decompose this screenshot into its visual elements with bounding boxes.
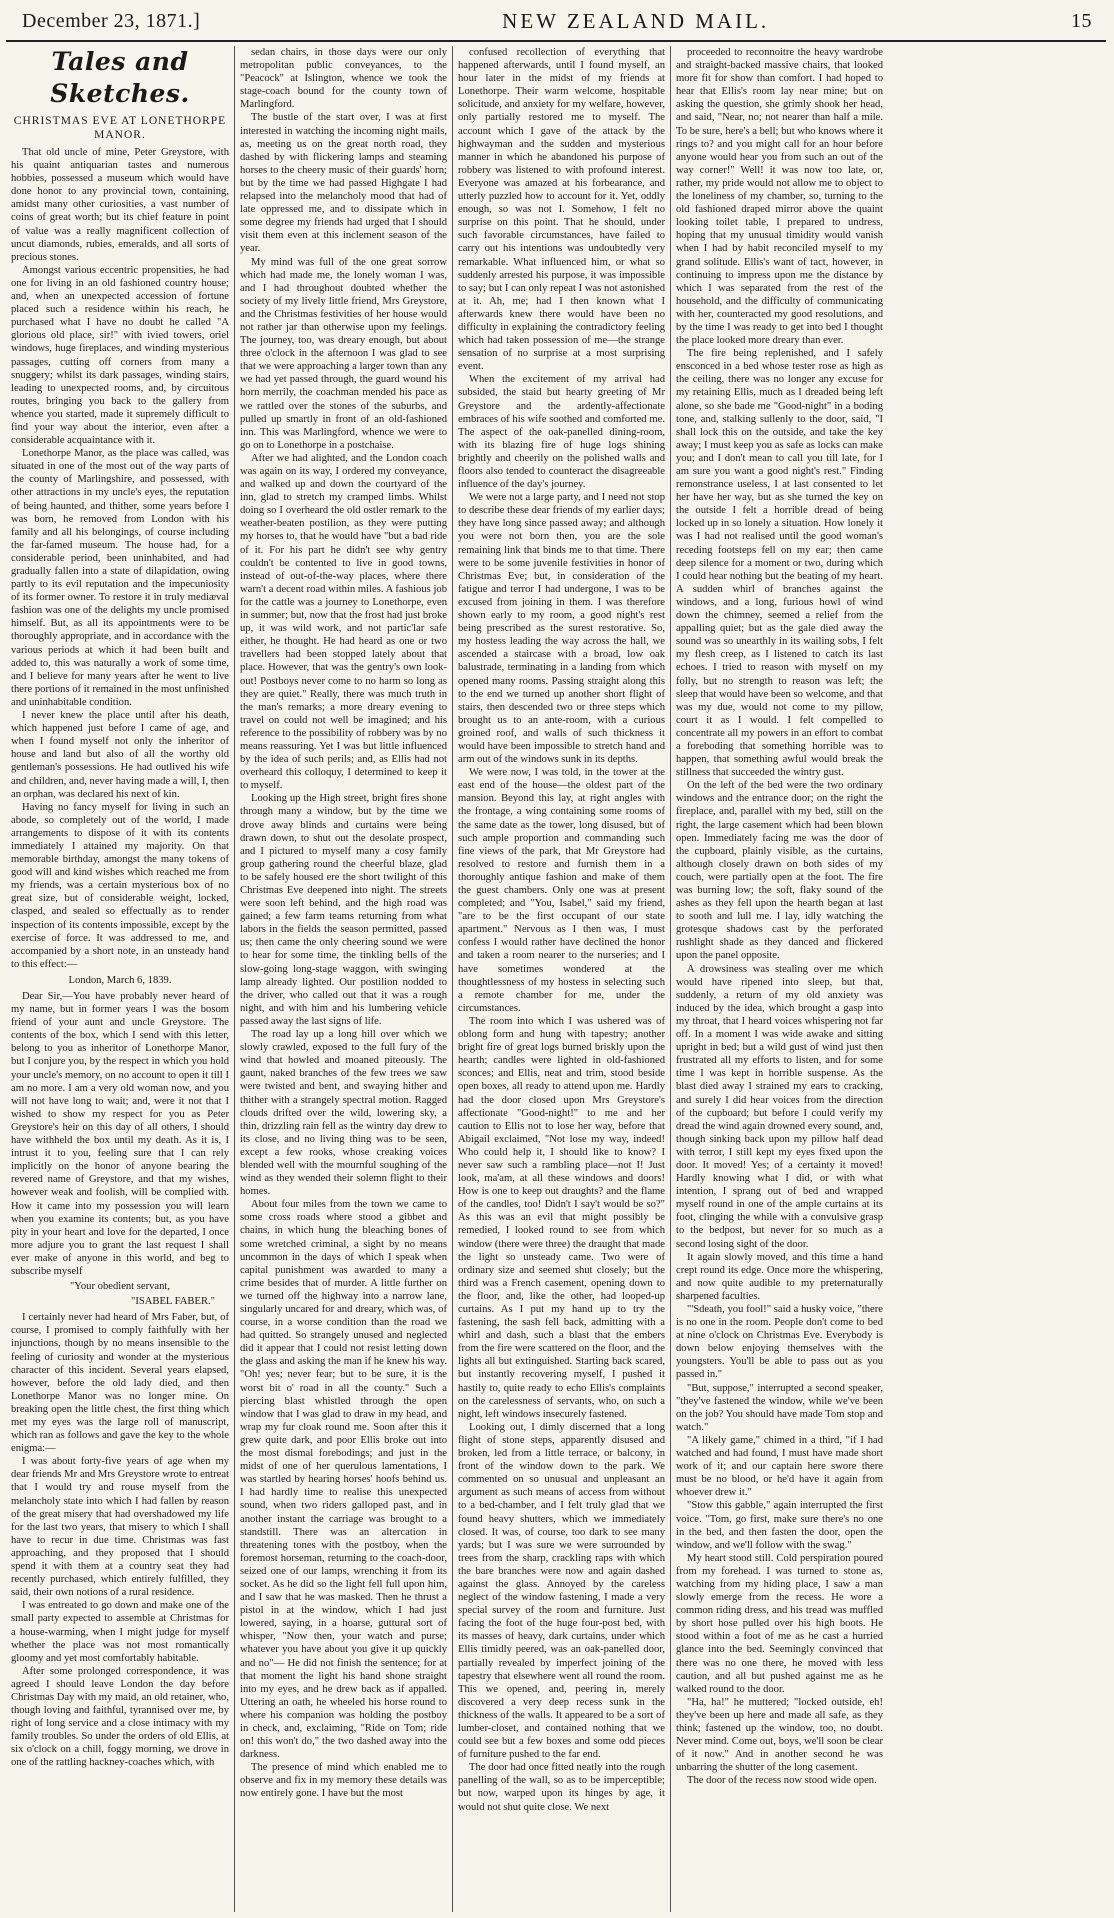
paragraph: It again slowly moved, and this time a hand crept round its edge. Once more the whispering, and now quite audible to my preternaturally sharpened faculties.	[676, 1251, 883, 1302]
paragraph: A drowsiness was stealing over me which would have ripened into sleep, but that, suddenly, a return of my old anxiety was induced by the idea, which brought a gasp into my throat, that I heard voices whispering not far off. In a moment I was wide awake and sitting upright in bed; but a wild gust of wind just then frustrated all my efforts to listen, and for some time I was kept in horrible suspense. As the blast died away I strained my ears to cracking, and surely I did hear voices from the direction of the cupboard; but before I could verify my dread the wind again drowned every sound, and, though sinking back upon my pillow half dead with terror, I still kept my eyes fixed upon the door. It moved! Yes; of a certainty it moved! Hardly knowing what I did, or with what intention, I sprang out of bed and wrapped myself round in one of the ample curtains at its foot, clinging the while with a convulsive grasp to the bedpost, but never for so much as a second losing sight of the door.	[676, 963, 883, 1250]
paragraph: I certainly never had heard of Mrs Faber, but, of course, I promised to comply faithfully with her injunctions, though by no means insensible to the feeling of curiosity and wonder at the mysterious character of this incident. Several years elapsed, however, before the old lady died, and then Lonethorpe Manor was no longer mine. On breaking open the little chest, the first thing which met my eyes was the large roll of manuscript, which ran as follows and gave the key to the whole enigma:—	[11, 1312, 229, 1455]
paragraph: I never knew the place until after his death, which happened just before I came of age, and when I found myself not only the inheritor of house and land but also of all the worthy old gentleman's possessions. He had outlived his wife and children, and, never having made a will, I, then an orphan, was declared his next of kin.	[11, 710, 229, 800]
paragraph: Having no fancy myself for living in such an abode, so completely out of the world, I made arrangements to dispose of it with its contents immediately I attained my majority. On that memorable birthday, amongst the many tokens of good will and kind wishes which reached me from my friends, was a certain mysterious box of no great size, but of considerable weight, locked, clasped, and sealed so effectually as to render inspection of its contents impossible, except by the exercise of force. It was addressed to me, and accompanied by a short note, in an unsteady hand to this effect:—	[11, 801, 229, 970]
paragraph: Dear Sir,—You have probably never heard of my name, but in former years I was the bosom friend of your aunt and uncle Greystore. The contents of the box, which I send with this letter, belong to you as inheritor of Lonethorpe Manor, but I conjure you, by the respect in which you hold your uncle's memory, on no account to open it till I am no more. I am a very old woman now, and you will not have long to wait; and, were it not that I wished to show my respect for you as Peter Greystore's heir on this day of all others, I should have withheld the box until my death. As it is, I intrust it to you, feeling sure that I can rely implicitly on the honor of anyone bearing the revered name of Greystore, and that my wishes, however weak and foolish, will be complied with. How it came into my possession you will learn when you examine its contents; but, as you have pity in your heart and love for the departed, I once more adjure you to grant the last request I shall ever make of anyone in this world, and beg to subscribe myself	[11, 991, 229, 1277]
paragraph: "Ha, ha!" he muttered; "locked outside, eh! they've been up here and made all safe, as they think; fastened up the window, too, no doubt. Never mind. Come out, boys, we'll soon be clear of it now." And in another second he was unbarring the shutter of the long casement.	[676, 1696, 883, 1774]
paragraph: On the left of the bed were the two ordinary windows and the entrance door; on the right the fireplace, and, parallel with my bed, still on the right, the large casement which had been blown open. Immediately facing me was the door of the cupboard, plainly visible, as the curtains, although closely drawn on both sides of my couch, were partially open at the foot. The fire was burning low; the soft, flaky sound of the ashes as they fell upon the hearth began at last to sooth and lull me. I lay, idly watching the grotesque shadows cast by the perforated rushlight shade as they danced and flickered upon the panel opposite.	[676, 780, 883, 962]
paragraph: My heart stood still. Cold perspiration poured from my forehead. I was turned to stone as, watching from my hiding place, I saw a man slowly emerge from the recess. He wore a common riding dress, and his tread was muffled by short hose pulled over his high boots. He stood within a foot of me as he cast a hurried glance into the bed. Seemingly convinced that there was no one there, he moved with less caution, and all but pushed against me as he walked round to the door.	[676, 1552, 883, 1695]
masthead-rule	[6, 40, 1106, 42]
article-columns	[6, 46, 1106, 1912]
paragraph: confused recollection of everything that happened afterwards, until I found myself, an hour later in the midst of my friends at Lonethorpe. Their warm welcome, hospitable solicitude, and anxiety for my welfare, however, only partially restored me to myself. The account which I gave of the attack by the highwayman and the sudden and mysterious manner in which he abandoned his purpose of robbery was listened to with profound interest. Everyone was amazed at his forbearance, and utterly puzzled how to account for it. Yet, oddly enough, so was not I. Somehow, I felt no surprise on this point. That he should, under such favorable circumstances, have failed to carry out his intentions was undoubtedly very remarkable. What influenced him, or what so suddenly arrested his purpose, it was impossible to say; but I can only repeat I was not astonished at it. Ah, me; had I then known what I afterwards knew there would have been no difficulty in explaining the contradictory feeling which had taken possession of me—the strange sensation of no surprise at a most surprising event.	[458, 47, 665, 373]
paragraph: The bustle of the start over, I was at first interested in watching the incoming night mails, as, meeting us on the great north road, they dashed by with flickering lamps and steaming horses to the cheery music of their guards' horn; but by the time we had passed Highgate I had relapsed into the melancholy mood that had of late oppressed me, and to dissipate which in some degree my friends had urged that I should visit them even at this inclement season of the year.	[240, 112, 447, 255]
section-title: Tales and Sketches.	[50, 47, 190, 108]
paragraph: I was about forty-five years of age when my dear friends Mr and Mrs Greystore wrote to entreat that I would try and rouse myself from the melancholy state into which I had fallen by reason of the great misery that had overshadowed my life for the last two years, that misery to which I shall have to recur in due time. Christmas was fast approaching, and they proposed that I should spend it with them at a country seat they had recently purchased, which entirely fulfilled, they said, their own notions of a rural residence.	[11, 1456, 229, 1599]
paragraph: I was entreated to go down and make one of the small party expected to assemble at Christmas for a house-warming, when I might judge for myself whether the place was not most romantically gloomy and yet most comfortably habitable.	[11, 1600, 229, 1664]
paragraph: sedan chairs, in those days were our only metropolitan public conveyances, to the "Peacock" at Islington, whence we took the stage-coach bound for the county town of Marlingford.	[240, 47, 447, 111]
paragraph: After we had alighted, and the London coach was again on its way, I ordered my conveyance, and walked up and down the courtyard of the inn, glad to stretch my cramped limbs. Whilst doing so I overheard the old ostler remark to the weather-beaten postilion, as they were putting my horses to, that he would have "but a bad ride of it. For his part he didn't see why gentry couldn't be contented to live in good towns, instead of out-of-the-way places, where there warn't a decent road within miles. A fashious job for the cattle was a journey to Lonethorpe, even in summer; but, now that the frost had just broke up, it was wild work, and not partic'lar safe either, he thought. He had heard as one or two travellers had been stopped lately about that place. However, that was the gentry's own look-out! Postboys never come to no harm so long as they are quiet." Really, there was much truth in the man's remarks; a more dreary evening to travel on could not well be imagined; and his reference to the possibility of robbery was by no means reassuring. Yet I was but little influenced by the idea of such perils; and, as Ellis had not overheard this colloquy, I determined to keep it to myself.	[240, 452, 447, 792]
paragraph: "A likely game," chimed in a third, "if I had watched and had found, I must have made short work of it; and our captain here swore there must be no blood, or he'd have it again from whoever drew it."	[676, 1434, 883, 1499]
paragraph: That old uncle of mine, Peter Greystore, with his quaint antiquarian tastes and numerous hobbies, possessed a museum which would have done honor to any provincial town, containing, amidst many other curiosities, a vast number of coins of great worth; but its chief feature in point of value was a really magnificent collection of uncut diamonds, rubies, emeralds, and all sorts of precious stones.	[11, 147, 229, 263]
column-3	[452, 46, 670, 1912]
paragraph: The door of the recess now stood wide open.	[687, 1775, 877, 1787]
page-number: 15	[1070, 9, 1092, 32]
paragraph: The door had once fitted neatly into the rough panelling of the wall, so as to be imperceptible; but now, warped upon its hinges by age, it would not shut quite close. We next	[458, 1762, 665, 1813]
letter-dateline: London, March 6, 1839.	[68, 974, 172, 986]
paragraph: proceeded to reconnoitre the heavy wardrobe and straight-backed massive chairs, that looked more fit for show than comfort. I had hoped to hear that Ellis's room lay near mine; but on asking the question, she grimly shook her head, and said, "Near, no; not nearer than half a mile. To be sure, here's a bell; but who knows where it rings to? and you might call for an hour before anyone would hear you from such an out of the way corner!" Well! it was now too late, or, rather, my pride would not allow me to object to the loneliness of my chamber, so, turning to the old fashioned draped mirror above the quaint looking toilet table, I prepared to undress, hoping that my unusual timidity would vanish when I had by habit reconciled myself to my grand solitude. Ellis's want of tact, however, in continuing to impress upon me the distance by which I was separated from the rest of the household, and the difficulty of communicating with her, counteracted my good resolutions, and by the time I was ready to get into bed I thought the place looked more dreary than ever.	[676, 47, 883, 347]
paragraph: Looking out, I dimly discerned that a long flight of stone steps, apparently disused and broken, led from a little terrace, or balcony, in front of the window down to the park. We commented on so unusual and unpleasant an argument as such means of access from without to a bed-chamber, and I felt truly glad that we found heavy shutters, which we immediately closed. It was, of course, too dark to see many yards; but I was sure we were surrounded by trees from the sharp, crackling raps with which the bare branches were now and again dashed against the glass. Annoyed by the careless neglect of the window fastening, I made a very special survey of the room and furniture. Just facing the foot of the huge four-post bed, with its masses of heavy, dark curtains, under which Ellis timidly peered, was an oak-panelled door, partially revealed by imperfect joining of the tapestry that elsewhere went all round the room. This we opened, and, peering in, merely discovered a very deep recess sunk in the thickness of the walls. It appeared to be a sort of lumber-closet, and contained nothing that we could see but a few boxes and some odd pieces of furniture pushed to the far end.	[458, 1421, 665, 1761]
paragraph: "But, suppose," interrupted a second speaker, "they've fastened the window, while we've been on the job? You should have made Tom stop and watch."	[676, 1382, 883, 1433]
paragraph: We were now, I was told, in the tower at the east end of the house—the oldest part of the mansion. Beyond this lay, at right angles with the frontage, a wing containing some rooms of the same date as the tower, long disused, but of such ample proportion and commanding such fine views of the park, that Mr Greystore had resolved to restore and furnish them in a thoroughly antique fashion and make of them the guest chambers. Only one was at present completed; and "You, Isabel," said my friend, "are to be the first occupant of our state apartment." Nervous as I then was, I must confess I would rather have declined the honor and taken a room nearer to the nurseries; and I have sometimes wondered at the thoughtlessness of my hostess in selecting such a remote chamber for me, under the circumstances.	[458, 767, 665, 1014]
column-1	[6, 46, 234, 1912]
column-4	[670, 46, 888, 1912]
story-title: CHRISTMAS EVE AT LONETHORPE MANOR.	[13, 115, 227, 141]
paragraph: The room into which I was ushered was of oblong form and hung with tapestry; another bright fire of great logs burned briskly upon the hearth; candles were lighted in old-fashioned sconces; and Ellis, neat and trim, stood beside open boxes, all ready to attend upon me. Hardly had the door closed upon Mrs Greystore's affectionate "Good-night!" to me and her caution to Ellis not to lose her way, before that Abigail exclaimed, "Not lose my way, indeed! Who could help it, I should like to know? I never saw such a rambling place—not I! Just look, ma'am, at all these windows and doors! How is one to keep out draughts? and the flame of the candles, too! Didn't I say't would be so?" As this was an evil that might possibly be remedied, I looked round to see from which window (there were three) the draught that made the light so unsteady came. Two were of ordinary size and seemed shut closely; but the third was a French casement, opening down to the floor, and, like the other, had looped-up curtains. As I put my hand up to try the fastening, the sash fell back, admitting with a whirl and dash, such a blast that the embers from the fire were scattered on the floor, and the lights all but extinguished. Starting back scared, but instantly recovering myself, I pushed it hastily to, quite ready to echo Ellis's complaints on the carelessness of servants, who, on such a night, left windows insecurely fastened.	[458, 1015, 665, 1420]
paragraph: About four miles from the town we came to some cross roads where stood a gibbet and chains, in which hung the bleaching bones of some wretched criminal, a sight by no means uncommon in the days of which I speak when capital punishment was awarded to many a crime besides that of murder. A little further on we turned off the highway into a narrow lane, singularly uncared for and dreary, which was, of course, in a worse condition than the road we had quitted. So strangely unused and neglected did it appear that I could not resist letting down the glass and asking the man if he knew his way. "Oh! yes; never fear; but to be sure, it is the worst bit o' road in all the county." Such a piercing blast whistled through the open window that I was glad to draw in my head, and wrap my fur cloak round me. Soon after this it grew quite dark, and poor Ellis broke out into the most dismal forebodings; and just in the midst of one of her querulous lamentations, I was startled by hearing horses' hoofs behind us. I had hardly time to realise this unexpected sound, when two riders galloped past, and in another instant the carriage was brought to a standstill. There was an altercation in threatening tones with the postboy, when the foremost horseman, returning to the coach-door, seized one of our lamps, wrenching it from its socket. As he did so the light fell full upon him, and I saw that he was masked. Then he thrust a pistol in at the window, which I had just lowered, saying, in a hoarse, guttural sort of whisper, "Now then, your watch and purse; whatever you have about you give it up quickly and no"— He did not finish the sentence; for at that moment the light his hand shone straight into my eyes, and he drew back as if appalled. Uttering an oath, he wheeled his horse round to where his companion was holding the postboy in check, and, exclaiming, "Ride on Tom; ride on! this won't do," the two dashed away into the darkness.	[240, 1199, 447, 1761]
paragraph: Looking up the High street, bright fires shone through many a window, but by the time we drove away blinds and curtains were being drawn down, to shut out the desolate prospect, and I pictured to myself many a cosy family group gathering round the cheerful blaze, glad to be safely housed ere the short twilight of this Christmas Eve deepened into night. The streets were soon left behind, and the high road was gained; a few farm teams returning from what labors in the fields the season permitted, passed us; then came the only cheering sound we were to hear for some time, the tinkling bells of the slow-going long-stage waggon, with swinging lamp already lighted. Our postilion nodded to the driver, who called out that it was a rough night, and with him and his lumbering vehicle passed away the last signs of life.	[240, 793, 447, 1027]
newspaper-title: NEW ZEALAND MAIL.	[502, 8, 770, 33]
masthead	[22, 4, 1092, 38]
paragraph: "Stow this gabble," again interrupted the first voice. "Tom, go first, make sure there's no one in the bed, and then fasten the door, open the window, and we'll follow with the swag."	[676, 1500, 883, 1551]
paragraph: Lonethorpe Manor, as the place was called, was situated in one of the most out of the way parts of the county of Marlingshire, and possessed, with other attractions in my uncle's eyes, the reputation of being haunted, and thither, some years before I was born, he removed from London with his family and all his belongings, of course including the far-famed museum. The house had, for a considerable period, been uninhabited, and had gradually fallen into a state of dilapidation, owing partly to its evil reputation and the impecuniosity of its former owner. To restore it in truly mediæval fashion was one of the delights my uncle promised himself. But, as all its appointments were to be thoroughly appropriate, and in accordance with the various periods at which it had been built and added to, this was naturally a work of some time, and I believe for many years after he went to live there portions of it remained in the most unfinished and uninhabitable condition.	[11, 448, 229, 708]
paragraph: After some prolonged correspondence, it was agreed I should leave London the day before Christmas Day with my maid, an old retainer, who, though loving and faithful, tyrannised over me, by right of long service and a close intimacy with my family troubles. So under the orders of old Ellis, at six o'clock on a chill, foggy morning, we drove in one of the rattling hackney-coaches which, with	[11, 1665, 229, 1769]
paragraph: "'Sdeath, you fool!" said a husky voice, "there is no one in the room. People don't come to bed at nine o'clock on Christmas Eve. Everybody is down below enjoying themselves with the youngsters. You'll be able to pass out as you passed in."	[676, 1304, 883, 1381]
letter-closing: "Your obedient servant,	[69, 1281, 171, 1293]
paragraph: Amongst various eccentric propensities, he had one for living in an old fashioned country house; and, when an unexpected accession of fortune placed such a residence within his reach, he purchased what I have no doubt he called "A glorious old place, sir!" with ivied towers, oriel windows, huge fireplaces, and winding mysterious passages, cutting off corners from many a snuggery; whilst its dark passages, winding stairs, leading to unexpected rooms, and, by circuitous routes, bringing you back to the gallery from whence you started, made it supremely difficult to find your way about the interior, even after a considerable acquaintance with it.	[11, 264, 229, 447]
paragraph: The presence of mind which enabled me to observe and fix in my memory these details was now entirely gone. I have but the most	[240, 1762, 447, 1800]
paragraph: My mind was full of the one great sorrow which had made me, the lonely woman I was, and I had throughout doubted whether the society of my lively little friend, Mrs Greystore, and the Christmas festivities of her house would not rather jar than otherwise upon my feelings. The journey, too, was dreary enough, but about three o'clock in the afternoon I was glad to see that we were approaching a larger town than any we had yet passed through, the guard wound his horn merrily, the coachman mended his pace as we rattled over the stones of the suburbs, and pulled up smartly in front of an old-fashioned inn. This was Marlingford, whence we were to go on to Lonethorpe in a postchaise.	[240, 256, 447, 451]
column-2	[234, 46, 452, 1912]
issue-date: December 23, 1871.]	[22, 9, 201, 32]
paragraph: The fire being replenished, and I safely ensconced in a bed whose tester rose as high as the ceiling, there was no longer any excuse for my retaining Ellis, much as I dreaded being left alone, so she bade me "Good-night" in a boding tone, and, stalking sullenly to the door, said, "I shall lock this on the outside, and take the key away; I must keep you as safe as locks can make you; and I don't mean to call you till late, for I am sure you want a good night's rest." Finding remonstrance useless, I at last consented to let her have her way, but as she turned the key on the outside I felt a horrible dread of being locked up in so lonely a situation. How lonely it was I had not realised until the good woman's receding footsteps fell on my ear; then came deep silence for a moment or two, during which I could hear nothing but the beating of my heart. A sudden whirl of branches against the windows, and a long, furious howl of wind down the chimney, seemed a relief from the appalling quiet; but as the gale died away the sound was so unearthly in its wailing sobs, I felt my flesh creep, as I listened to catch its last echoes. I tried to reason with myself on my folly, but no strength to reason was left; the sleep that would have been so welcome, and that was my due, would not come to my pillow, court it as I would. I felt compelled to concentrate all my powers in an effort to combat a foreboding that something horrible was to happen, that something awful would break the stillness that succeeded the wintry gust.	[676, 348, 883, 779]
letter-signature: "ISABEL FABER."	[131, 1296, 215, 1308]
paragraph: We were not a large party, and I need not stop to describe these dear friends of my earlier days; they have long since passed away; and although you were not born then, you are the sole remaining link that binds me to that time. There were to be some juvenile festivities in honor of Christmas Eve; but, in consideration of the fatigue and terror I had undergone, I was to be excused from joining in them. I was therefore shown early to my room, a good night's rest being prescribed as the surest restorative. So, my hostess leading the way across the hall, we ascended a staircase with a broad, low oak balustrade, terminating in a landing from which opened many rooms. Passing straight along this to the end we turned up another short flight of stairs, then descended two or three steps which brought us to an ante-room, with a curious groined roof, and walls of such thickness it would have been impossible to stretch hand and arm out of the windows sunk in its depths.	[458, 492, 665, 766]
paragraph: The road lay up a long hill over which we slowly crawled, exposed to the full fury of the wind that howled and moaned piteously. The gaunt, naked branches of the few trees we saw were twisted and bent, and swaying hither and thither with a strangely spectral motion. Ragged clouds drifted over the wild, lowering sky, a thin, drizzling rain fell as the wintry day drew to its close, and no living thing was to be seen, except a few rooks, whose creaking voices blended well with the mournful soughing of the wind as they wended their solemn flight to their homes.	[240, 1029, 447, 1198]
paragraph: When the excitement of my arrival had subsided, the staid but hearty greeting of Mr Greystore and the ardently-affectionate embraces of his wife soothed and comforted me. The aspect of the oak-panelled dining-room, with its blazing fire of huge logs shining brightly and cheerily on the polished walls and floors also tended to counteract the disagreeable influence of the day's journey.	[458, 374, 665, 491]
